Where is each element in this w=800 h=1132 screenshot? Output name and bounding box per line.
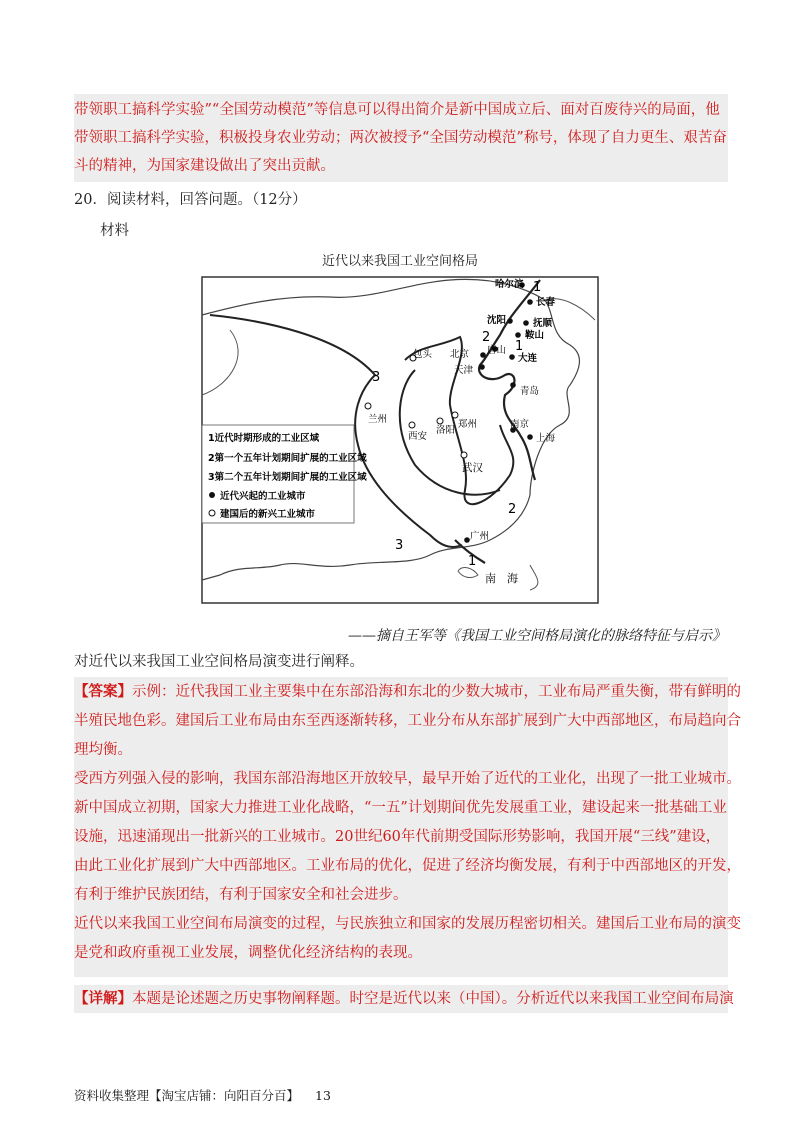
city-dot-open (365, 403, 371, 409)
city-label: 西安 (408, 431, 428, 442)
city-dot-open (461, 452, 467, 458)
page-number: 13 (315, 1088, 331, 1103)
city-label: 郑州 (458, 419, 478, 430)
answer-tag: 【答案】 (74, 683, 132, 700)
legend-item: 建国后的新兴工业城市 (220, 509, 316, 520)
map-title: 近代以来我国工业空间格局 (321, 254, 478, 269)
answer-line: 近代以来我国工业空间布局演变的过程，与民族独立和国家的发展历程密切相关。建国后工业布局的演变 (74, 916, 741, 932)
legend-item: 3第二个五年计划期间扩展的工业区域 (208, 472, 367, 483)
previous-answer-block (74, 94, 728, 182)
map-svg (200, 275, 600, 605)
city-dot (523, 320, 529, 326)
city-label: 唐山 (487, 345, 507, 356)
material-label: 材料 (100, 223, 129, 239)
text-line: 带领职工搞科学实验，积极投身农业劳动；两次被授予“全国劳动模范”称号，体现了自力更生、艰苦奋 (74, 130, 727, 146)
page-footer (74, 1086, 331, 1104)
answer-line (74, 682, 741, 702)
zone-label: 2 (482, 330, 491, 345)
city-dot-open (452, 412, 458, 418)
city-label: 长春 (536, 297, 556, 308)
answer-line: 理均衡。 (74, 742, 132, 758)
city-dot (515, 332, 521, 338)
zone-label: 2 (508, 502, 517, 517)
city-label: 南京 (510, 419, 530, 430)
zone-label: 1 (515, 339, 524, 354)
city-label: 沈阳 (487, 315, 507, 326)
city-label: 抚顺 (533, 318, 553, 329)
city-label: 武汉 (462, 462, 483, 474)
legend-item: 2第一个五年计划期间扩展的工业区域 (208, 453, 367, 464)
detail-text: 本题是论述题之历史事物阐释题。时空是近代以来（中国）。分析近代以来我国工业空间布局演 (132, 991, 734, 1007)
city-label: 大连 (518, 353, 538, 364)
text-line: 带领职工搞科学实验”“全国劳动模范”等信息可以得出简介是新中国成立后、面对百废待兴的局面，他 (74, 102, 720, 118)
city-dot (507, 318, 513, 324)
zone-label: 1 (533, 280, 542, 295)
city-label: 天津 (454, 365, 474, 376)
city-dot (480, 352, 486, 358)
question-prompt: 对近代以来我国工业空间格局演变进行阐释。 (74, 654, 364, 670)
answer-line: 新中国成立初期，国家大力推进工业化战略，“一五”计划期间优先发展重工业，建设起来一批基础工业 (74, 800, 727, 816)
city-label: 哈尔滨 (495, 279, 524, 290)
detail-line (74, 989, 734, 1009)
city-dot-open (437, 418, 443, 424)
footer-text: 资料收集整理【淘宝店铺：向阳百分百】 (74, 1088, 300, 1103)
legend-dot-open (209, 510, 215, 516)
detail-tag: 【详解】 (74, 990, 132, 1007)
question-title: 20．阅读材料，回答问题。（12分） (74, 192, 307, 208)
city-dot (479, 364, 485, 370)
city-dot-open (409, 422, 415, 428)
city-dot (527, 434, 533, 440)
city-label: 洛阳 (436, 425, 456, 436)
text-line: 斗的精神，为国家建设做出了突出贡献。 (74, 158, 335, 174)
sea-label: 南 海 (485, 572, 518, 585)
answer-line: 半殖民地色彩。建国后工业布局由东至西逐渐转移，工业分布从东部扩展到广大中西部地区，布局趋向合 (74, 713, 741, 729)
answer-line: 有利于维护民族团结，有利于国家安全和社会进步。 (74, 887, 408, 903)
city-label: 鞍山 (525, 330, 545, 341)
city-label: 广州 (470, 531, 490, 542)
industrial-map (200, 275, 600, 605)
city-dot (509, 354, 515, 360)
answer-line: 是党和政府重视工业发展，调整优化经济结构的表现。 (74, 945, 422, 961)
city-label: 北京 (450, 349, 470, 360)
detail-block (74, 985, 734, 1013)
answer-block (74, 677, 741, 977)
city-dot (510, 382, 516, 388)
answer-line: 设施，迅速涌现出一批新兴的工业城市。20世纪60年代前期受国际形势影响，我国开展“三线”建设， (74, 829, 721, 845)
city-label: 青岛 (520, 386, 540, 397)
legend-item: 近代兴起的工业城市 (220, 491, 306, 502)
legend-item: 1近代时期形成的工业区域 (208, 433, 320, 444)
city-label: 上海 (536, 433, 556, 444)
answer-text: 示例：近代我国工业主要集中在东部沿海和东北的少数大城市，工业布局严重失衡，带有鲜明的 (132, 684, 741, 700)
legend-dot-filled (209, 492, 215, 498)
city-dot (464, 537, 470, 543)
city-dot (527, 299, 533, 305)
answer-line: 受西方列强入侵的影响，我国东部沿海地区开放较早，最早开始了近代的工业化，出现了一批工业城市。 (74, 771, 741, 787)
zone-label: 1 (468, 554, 477, 569)
city-label: 包头 (413, 349, 433, 360)
map-source: ——摘自王军等《我国工业空间格局演化的脉络特征与启示》 (348, 628, 726, 644)
zone-label: 3 (395, 538, 404, 553)
city-label: 兰州 (368, 414, 388, 425)
answer-line: 由此工业化扩展到广大中西部地区。工业布局的优化，促进了经济均衡发展，有利于中西部地区的开发， (74, 858, 741, 874)
zone-label: 3 (372, 370, 381, 385)
